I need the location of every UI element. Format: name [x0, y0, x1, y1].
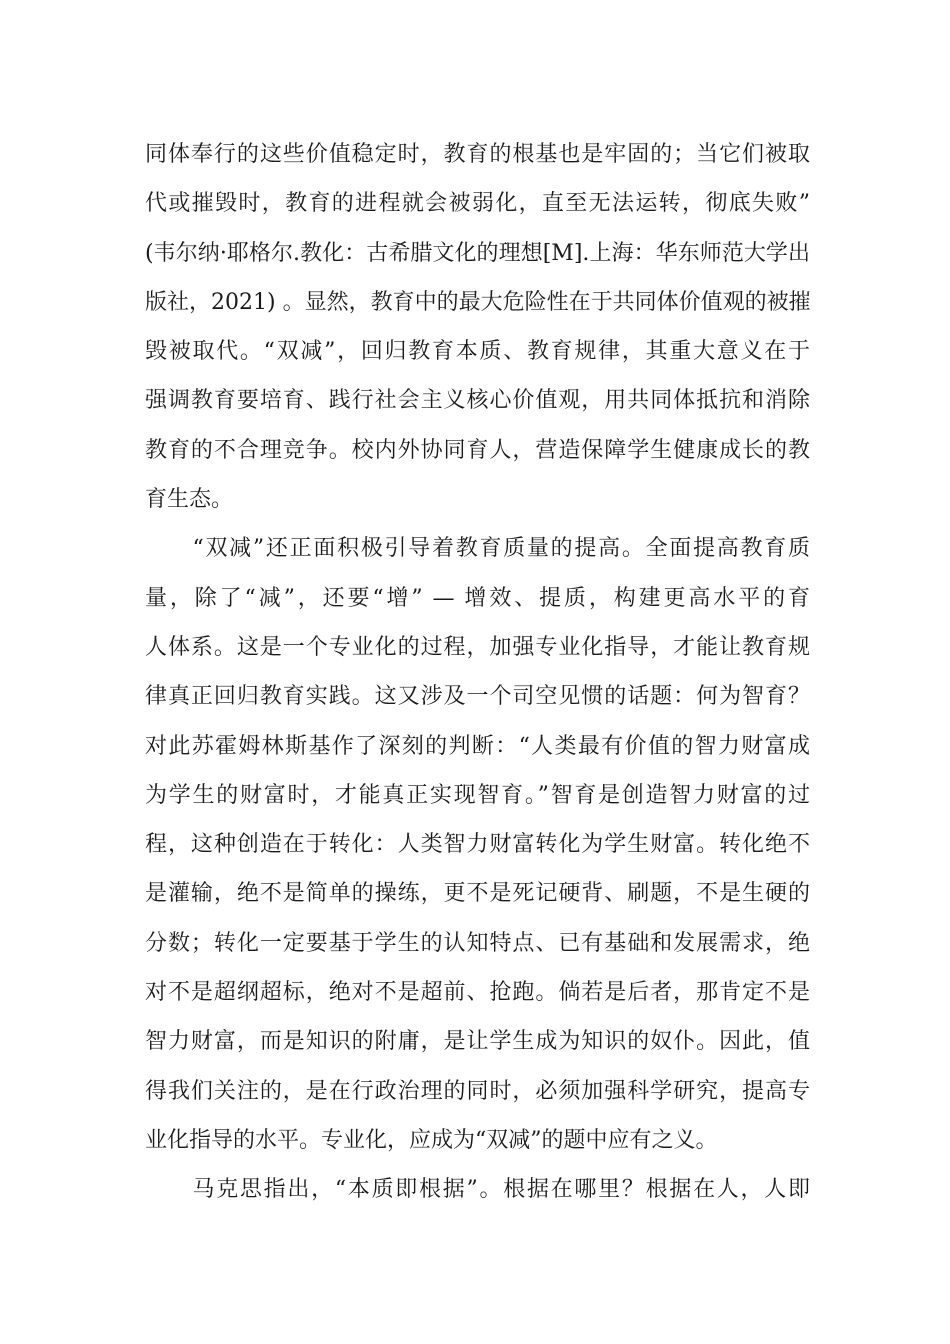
text-line: 智力财富，而是知识的附庸，是让学生成为知识的奴仆。因此，值	[145, 1029, 810, 1055]
text-line: 教育的不合理竞争。校内外协同育人，营造保障学生健康成长的教	[145, 437, 810, 463]
text-line: 马克思指出，“本质即根据”。根据在哪里？根据在人，人即	[145, 1177, 810, 1203]
paragraph	[145, 524, 810, 1165]
text-line: “双减”还正面积极引导着教育质量的提高。全面提高教育质	[145, 536, 810, 562]
text-line: 毁被取代。“双减”，回归教育本质、教育规律，其重大意义在于	[145, 339, 810, 365]
text-line: 得我们关注的，是在行政治理的同时，必须加强科学研究，提高专	[145, 1078, 810, 1104]
paragraph	[145, 1165, 810, 1214]
text-line: 律真正回归教育实践。这又涉及一个司空见惯的话题：何为智育？	[145, 684, 810, 710]
paragraph	[145, 130, 810, 524]
text-line: 是灌输，绝不是简单的操练，更不是死记硬背、刷题，不是生硬的	[145, 881, 810, 907]
text-line: 分数；转化一定要基于学生的认知特点、已有基础和发展需求，绝	[145, 930, 810, 956]
text-line: 版社，2021) 。显然，教育中的最大危险性在于共同体价值观的被摧	[145, 289, 811, 315]
text-line: 代或摧毁时，教育的进程就会被弱化，直至无法运转，彻底失败”	[145, 191, 810, 217]
text-line: 强调教育要培育、践行社会主义核心价值观，用共同体抵抗和消除	[145, 388, 810, 414]
body-text	[145, 130, 810, 1215]
text-line: 对此苏霍姆林斯基作了深刻的判断：“人类最有价值的智力财富成	[145, 733, 810, 759]
text-line: 为学生的财富时，才能真正实现智育。”智育是创造智力财富的过	[145, 782, 810, 808]
text-line: 程，这种创造在于转化：人类智力财富转化为学生财富。转化绝不	[145, 832, 810, 858]
text-line: (韦尔纳·耶格尔.教化：古希腊文化的理想[M].上海：华东师范大学出	[145, 240, 810, 266]
text-line: 同体奉行的这些价值稳定时，教育的根基也是牢固的；当它们被取	[145, 142, 810, 167]
text-line: 人体系。这是一个专业化的过程，加强专业化指导，才能让教育规	[145, 634, 810, 660]
text-line: 量，除了“减”，还要“增” — 增效、提质，构建更高水平的育	[145, 585, 810, 611]
text-line: 育生态。	[145, 487, 234, 513]
text-line: 业化指导的水平。专业化，应成为“双减”的题中应有之义。	[145, 1127, 718, 1153]
text-line: 对不是超纲超标，绝对不是超前、抢跑。倘若是后者，那肯定不是	[145, 980, 810, 1006]
